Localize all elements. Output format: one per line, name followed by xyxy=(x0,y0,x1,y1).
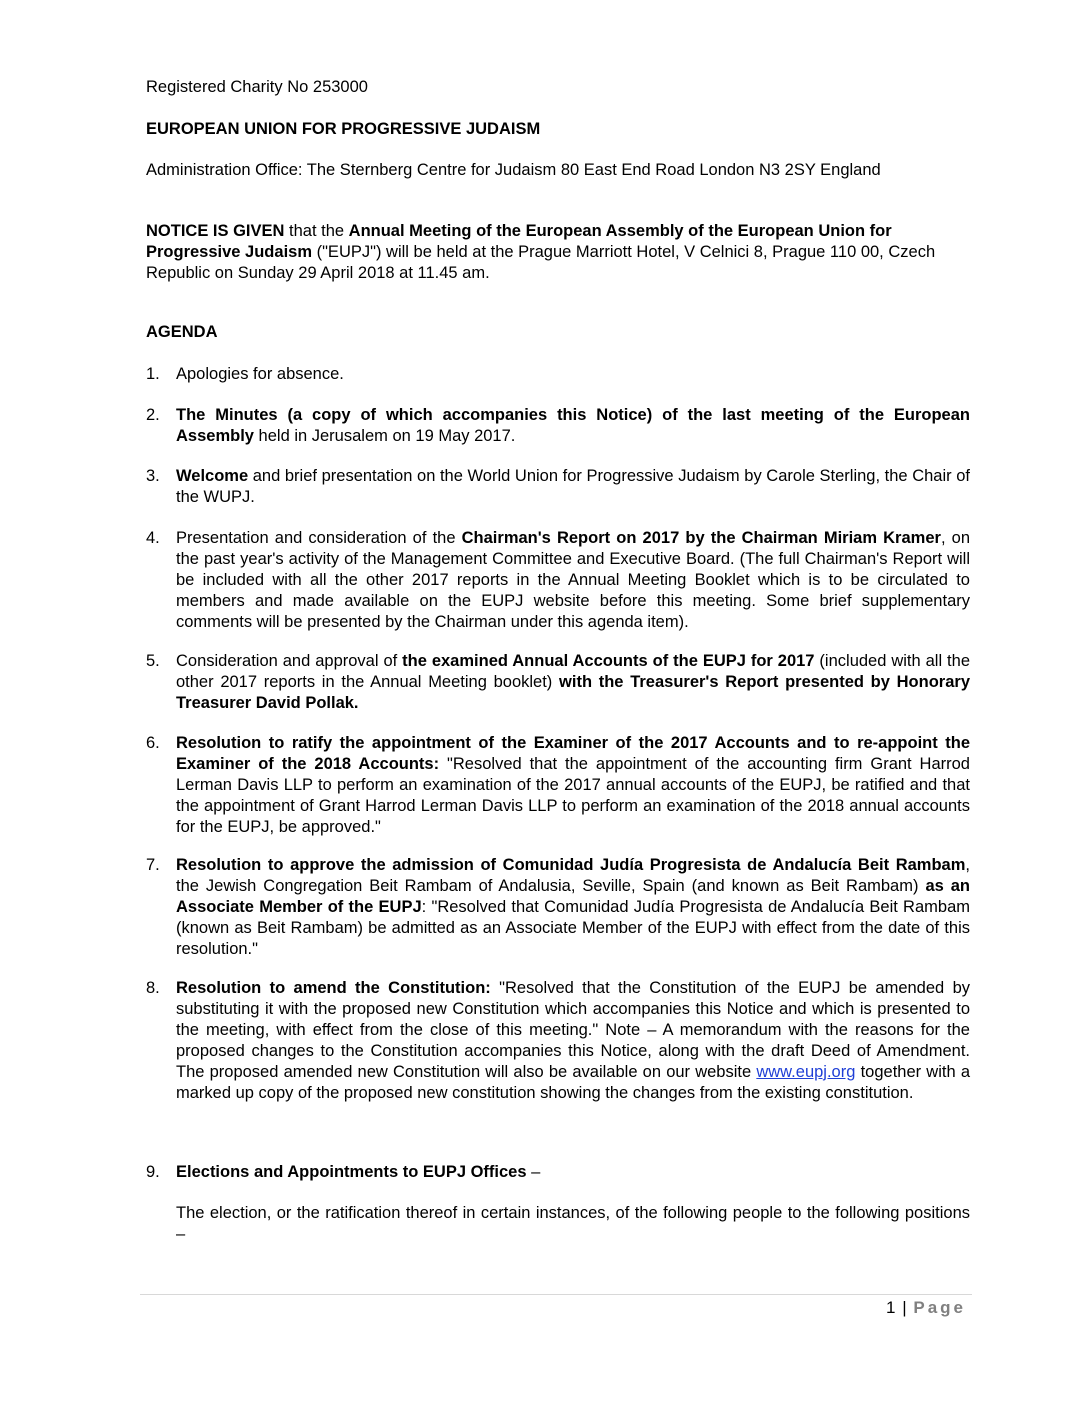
agenda-item-4: 4. Presentation and consideration of the Chairman's Report on 2017 by the Chairman Miriam Kramer, on the past year's activity of the Management Committee and Executive Board. (The full Chairman's Report will be included with all the other 2017 reports in the Annual Meeting Booklet which is to be circulated to members and made available on the EUPJ website before this meeting. Some brief supplementary comments will be presented by the Chairman under this agenda item). xyxy=(146,529,970,631)
agenda-item-6: 6. Resolution to ratify the appointment of the Examiner of the 2017 Accounts and to re-appoint the Examiner of the 2018 Accounts: "Resolved that the appointment of the accounting firm Grant Harrod Lerman Davis LLP to perform an examination of the 2017 annual accounts of the EUPJ, be ratified and that the appointment of Grant Harrod Lerman Davis LLP to perform an examination of the 2018 annual accounts for the EUPJ, be approved." xyxy=(146,734,970,836)
agenda-item-5: 5. Consideration and approval of the examined Annual Accounts of the EUPJ for 2017 (included with all the other 2017 reports in the Annual Meeting booklet) with the Treasurer's Report presented by Honorary Treasurer David Pollak. xyxy=(146,652,970,712)
meeting-notice: NOTICE IS GIVEN that the Annual Meeting of the European Assembly of the European Union for Progressive Judaism ("EUPJ") will be held at the Prague Marriott Hotel, V Celnici 8, Prague 110 00, Czech Republic on Sunday 29 April 2018 at 11.45 am. xyxy=(146,222,936,282)
charity-number: Registered Charity No 253000 xyxy=(146,78,368,96)
footer-separator: | xyxy=(902,1298,907,1317)
item-number: 4. xyxy=(146,529,160,547)
agenda-item-3: 3. Welcome and brief presentation on the World Union for Progressive Judaism by Carole Sterling, the Chair of the WUPJ. xyxy=(146,467,970,506)
item-number: 9. xyxy=(146,1163,160,1181)
website-link[interactable]: www.eupj.org xyxy=(756,1063,856,1081)
notice-lead: NOTICE IS GIVEN xyxy=(146,222,285,240)
item-number: 3. xyxy=(146,467,160,485)
agenda-item-1: 1. Apologies for absence. xyxy=(146,365,344,383)
item-number: 6. xyxy=(146,734,160,752)
item-number: 5. xyxy=(146,652,160,670)
agenda-item-9: 9. Elections and Appointments to EUPJ Offices – xyxy=(146,1163,541,1181)
organization-name: EUROPEAN UNION FOR PROGRESSIVE JUDAISM xyxy=(146,120,541,138)
meeting-name: Annual Meeting of the European Assembly of the European Union for Progressive Judaism xyxy=(146,222,892,261)
elections-description: The election, or the ratification thereof in certain instances, of the following people to the following positions – xyxy=(176,1204,970,1243)
item-number: 1. xyxy=(146,365,160,383)
agenda-title: AGENDA xyxy=(146,323,218,341)
page-footer xyxy=(886,1297,966,1318)
agenda-item-2: 2. The Minutes (a copy of which accompanies this Notice) of the last meeting of the European Assembly held in Jerusalem on 19 May 2017. xyxy=(146,406,970,445)
agenda-item-7: 7. Resolution to approve the admission of Comunidad Judía Progresista de Andalucía Beit Rambam, the Jewish Congregation Beit Rambam of Andalusia, Seville, Spain (and known as Beit Rambam) as an Associate Member of the EUPJ: "Resolved that Comunidad Judía Progresista de Andalucía Beit Rambam (known as Beit Rambam) be admitted as an Associate Member of the EUPJ with effect from the date of this resolution." xyxy=(146,856,970,958)
agenda-item-8: 8. Resolution to amend the Constitution: "Resolved that the Constitution of the EUPJ be amended by substituting it with the proposed new Constitution which accompanies this Notice and which is presented to the meeting, with effect from the close of this meeting." Note – A memorandum with the reasons for the proposed changes to the Constitution accompanies this Notice, along with the draft Deed of Amendment. The proposed amended new Constitution will also be available on our website www.eupj.org together with a marked up copy of the proposed new constitution showing the changes from the existing constitution. xyxy=(146,979,970,1102)
office-address: Administration Office: The Sternberg Centre for Judaism 80 East End Road London N3 2SY England xyxy=(146,161,881,179)
page-number: 1 xyxy=(886,1298,896,1317)
item-number: 8. xyxy=(146,979,160,997)
item-number: 2. xyxy=(146,406,160,424)
page-label: Page xyxy=(913,1298,966,1317)
item-number: 7. xyxy=(146,856,160,874)
footer-divider xyxy=(140,1294,972,1295)
